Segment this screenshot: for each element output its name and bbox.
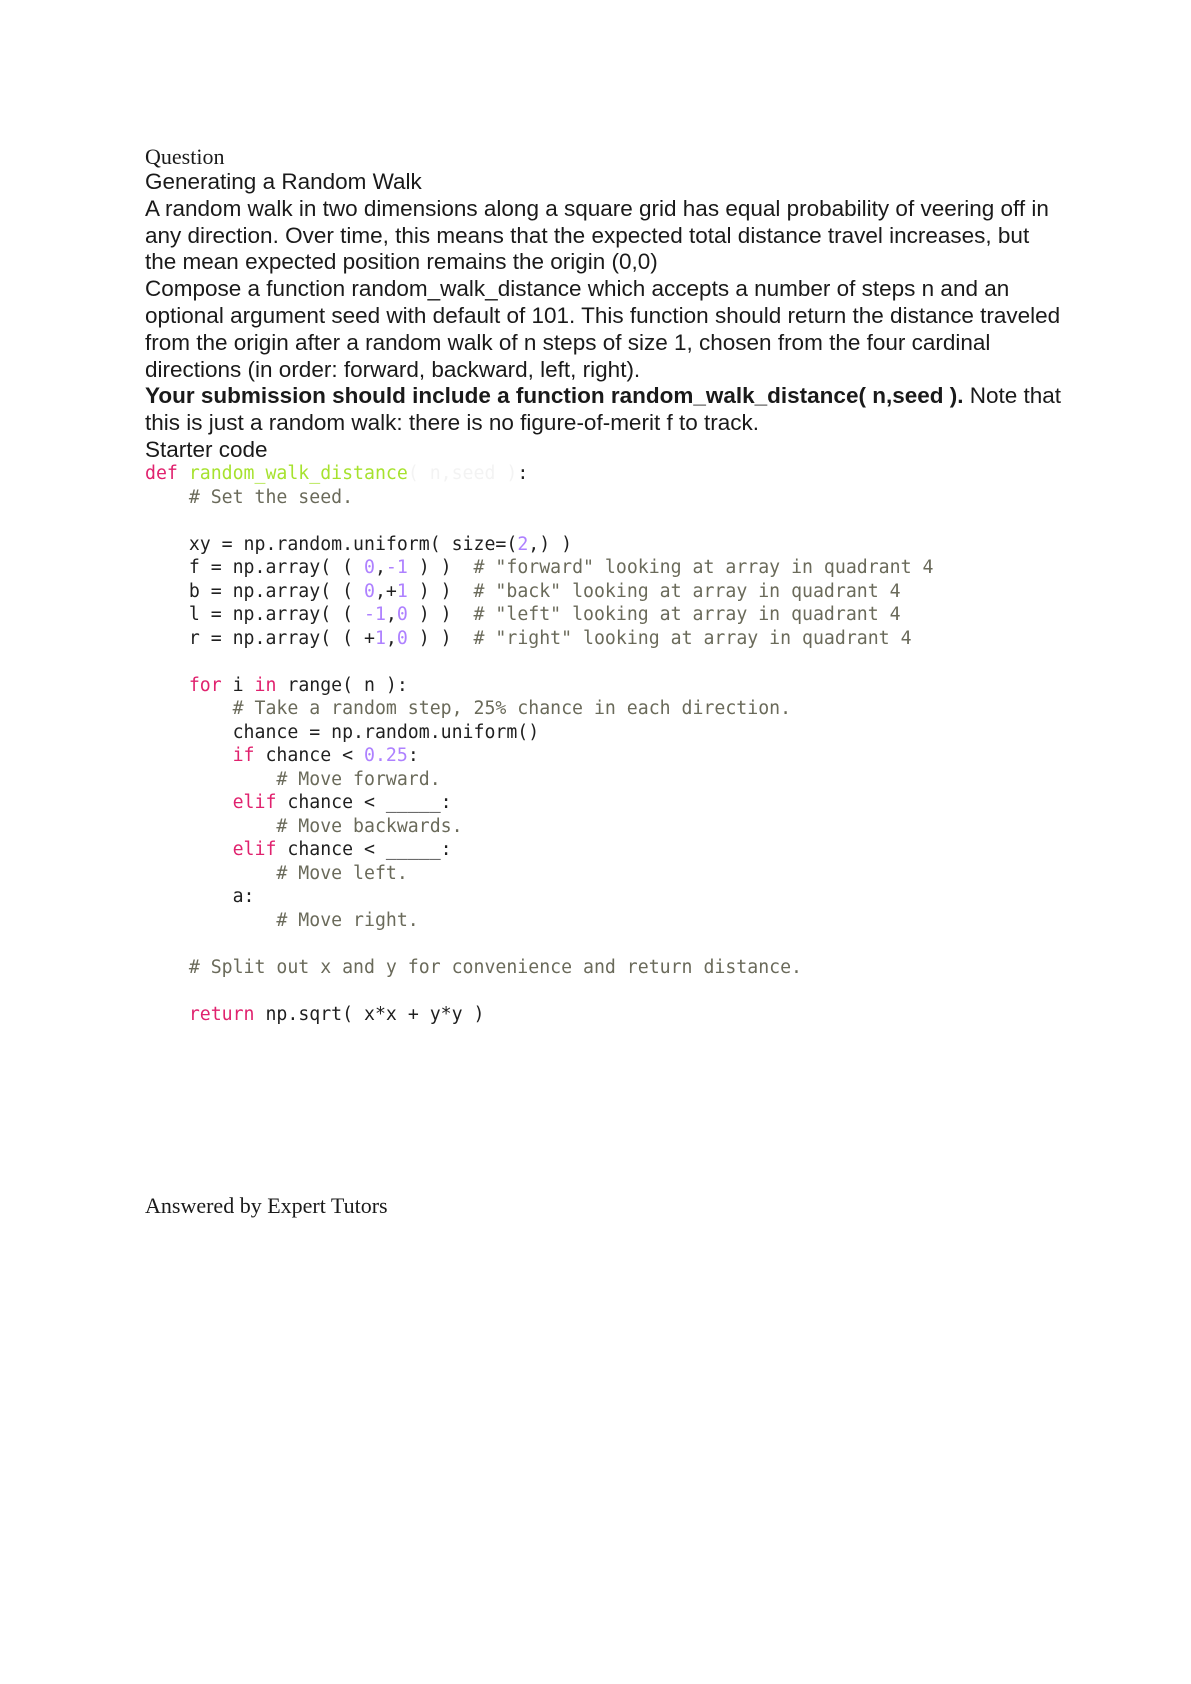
code-r-b: ) ) (407, 627, 474, 649)
code-r-sep: , (385, 627, 397, 649)
kw-elif-2: elif (232, 839, 277, 860)
code-b-a: b = np.array( ( (188, 580, 365, 602)
code-elif-1: chance < _____: (276, 792, 452, 813)
function-name: random_walk_distance (188, 463, 408, 484)
code-xy-b: ,) ) (528, 533, 573, 555)
code-l-a: l = np.array( ( (188, 604, 365, 625)
comment-split-out: # Split out x and y for convenience and return distance. (188, 956, 803, 978)
code-b-n2: 1 (396, 580, 408, 602)
paragraph-task: Compose a function random_walk_distance which accepts a number of steps n and an optional argument seed with default of 101. This function should return the distance traveled from the origin after a random walk of n steps of size 1, chosen from the four cardinal directions (in order: forward, backward, left, right). (145, 276, 1061, 382)
kw-if: if (232, 745, 255, 766)
kw-def: def (145, 463, 178, 484)
code-l-sep: , (385, 604, 397, 625)
kw-in: in (254, 674, 277, 696)
code-r-n1: 1 (374, 627, 386, 649)
comment-right: # "right" looking at array in quadrant 4 (473, 627, 912, 649)
comment-take-step: # Take a random step, 25% chance in each direction. (232, 698, 792, 719)
code-for-rest: range( n ): (276, 674, 408, 696)
code-for-i: i (221, 674, 255, 696)
code-elif-2: chance < _____: (276, 839, 452, 860)
comment-left: # "left" looking at array in quadrant 4 (473, 604, 901, 625)
code-b-sep: ,+ (374, 580, 397, 602)
code-else: a: (232, 886, 255, 907)
comment-move-backwards: # Move backwards. (276, 815, 463, 837)
code-if-b: : (407, 745, 419, 766)
comment-set-seed: # Set the seed. (188, 486, 354, 508)
comment-forward: # "forward" looking at array in quadrant 4 (473, 557, 934, 578)
code-b-b: ) ) (407, 580, 474, 602)
question-body (145, 169, 1065, 464)
code-chance: chance = np.random.uniform() (232, 721, 540, 743)
starter-code-block (145, 462, 933, 1026)
code-l-n2: 0 (396, 604, 408, 625)
code-if-n: 0.25 (364, 745, 408, 766)
answered-by-label: Answered by Expert Tutors (145, 1193, 388, 1218)
starter-code-label: Starter code (145, 436, 268, 462)
code-if-a: chance < (254, 745, 365, 766)
question-title: Generating a Random Walk (145, 169, 422, 194)
kw-elif-1: elif (232, 792, 277, 813)
comment-move-left: # Move left. (276, 862, 408, 884)
code-b-n1: 0 (364, 580, 375, 602)
comment-move-forward: # Move forward. (276, 768, 441, 790)
submission-note: Note that this is just a random walk: there is no figure-of-merit f to track. (145, 383, 1062, 436)
question-label: Question (145, 144, 225, 169)
code-return-rest: np.sqrt( x*x + y*y ) (254, 1003, 485, 1025)
code-f-a: f = np.array( ( (188, 557, 365, 578)
function-args: ( n,seed ) (407, 463, 518, 484)
code-f-n2: -1 (385, 557, 408, 578)
comment-back: # "back" looking at array in quadrant 4 (473, 580, 901, 602)
code-xy-n: 2 (517, 533, 529, 555)
paragraph-submission (145, 383, 1065, 437)
paragraph-intro: A random walk in two dimensions along a square grid has equal probability of veering off in any direction. Over time, this means that the expected total distance travel increases, but the mean expected position remains the origin (0,0) (145, 195, 1049, 275)
comment-move-right: # Move right. (276, 909, 419, 931)
def-colon: : (517, 463, 529, 484)
code-f-n1: 0 (364, 557, 375, 578)
code-l-n1: -1 (364, 604, 386, 625)
code-r-n2: 0 (396, 627, 408, 649)
code-r-a: r = np.array( ( + (188, 627, 375, 649)
code-f-sep: , (374, 557, 386, 578)
code-xy-a: xy = np.random.uniform( size=( (188, 533, 518, 555)
code-f-b: ) ) (407, 557, 474, 578)
submission-requirement: Your submission should include a function random_walk_distance( n,seed ). (145, 383, 964, 409)
code-l-b: ) ) (407, 604, 474, 625)
kw-return: return (188, 1003, 255, 1025)
kw-for: for (188, 674, 222, 696)
